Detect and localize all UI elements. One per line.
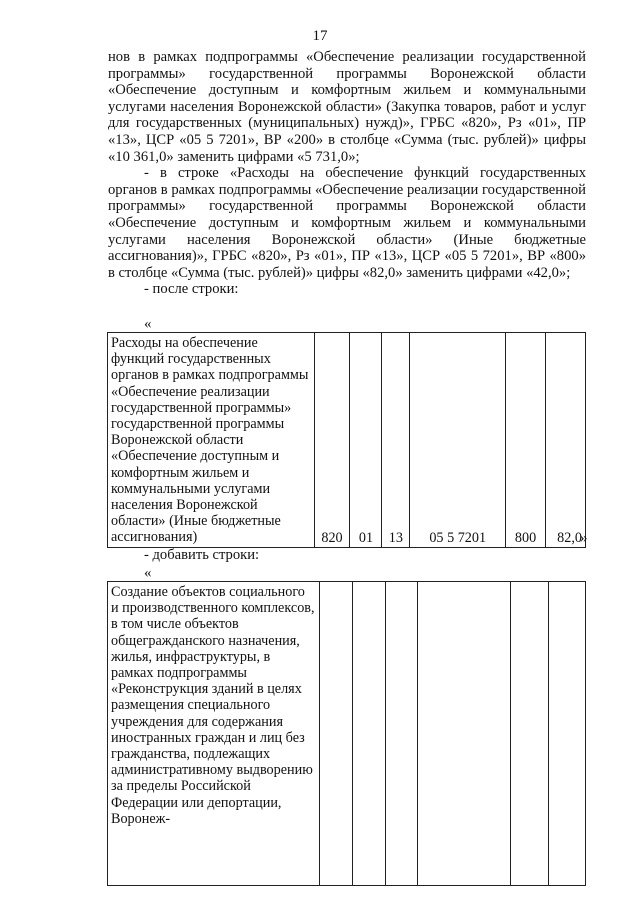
- rz-cell: 01: [350, 333, 382, 548]
- vr-cell: [511, 582, 549, 886]
- csr-cell: 05 5 7201: [410, 333, 506, 548]
- sum-cell: 82,0: [545, 333, 585, 548]
- table-row: [108, 582, 586, 886]
- close-quote-1: »: [580, 530, 588, 546]
- grbs-cell: 820: [314, 333, 350, 548]
- add-rows-instruction: - добавить строки:: [144, 547, 260, 563]
- row-name-cell: Создание объектов социального и производственного комплексов, в том числе объектов общегражданского назначения, жилья, инфраструктуры, в рамках подпрограммы «Реконструкция зданий в целях размещения специального учреждения для содержания иностранных граждан и лиц без гражданства, подлежащих административному выдворению за пределы Российской Федерации или депортации, Воронеж-: [108, 582, 320, 886]
- table-row: [108, 333, 586, 548]
- rz-cell: [352, 582, 385, 886]
- paragraph-after-row: - после строки:: [144, 281, 239, 298]
- sum-cell: [549, 582, 586, 886]
- document-body: [108, 49, 586, 298]
- table-existing-row: [107, 332, 586, 548]
- pr-cell: 13: [382, 333, 410, 548]
- grbs-cell: [319, 582, 352, 886]
- csr-cell: [418, 582, 511, 886]
- open-quote-2: «: [144, 565, 152, 581]
- page-number: 17: [312, 28, 328, 44]
- row-name-cell: Расходы на обеспечение функций государственных органов в рамках подпрограммы «Обеспечение реализации государственной программы» государственной программы Воронежской области «Обеспечение доступным и комфортным жильем и коммунальными услугами населения Воронежской области» (Иные бюджетные ассигнования): [108, 333, 315, 548]
- table-new-rows: [107, 581, 586, 886]
- paragraph-row-change: - в строке «Расходы на обеспечение функций государственных органов в рамках подпрограммы «Обеспечение реализации государственной программы» государственной программы Воронежской области «Обеспечение доступным и комфортным жильем и коммунальными услугами населения Воронежской области» (Иные бюджетные ассигнования)», ГРБС «820», Рз «01», ПР «13», ЦСР «05 5 7201», ВР «800» в столбце «Сумма (тыс. рублей)» цифры «82,0» заменить цифрами «42,0»;: [108, 165, 586, 281]
- pr-cell: [385, 582, 418, 886]
- paragraph-continuation: нов в рамках подпрограммы «Обеспечение реализации государственной программы» государственной программы Воронежской области «Обеспечение доступным и комфортным жильем и коммунальными услугами населения Воронежской области» (Закупка товаров, работ и услуг для государственных (муниципальных) нужд)», ГРБС «820», Рз «01», ПР «13», ЦСР «05 5 7201», ВР «200» в столбце «Сумма (тыс. рублей)» цифры «10 361,0» заменить цифрами «5 731,0»;: [108, 49, 586, 165]
- vr-cell: 800: [506, 333, 546, 548]
- open-quote-1: «: [144, 316, 152, 332]
